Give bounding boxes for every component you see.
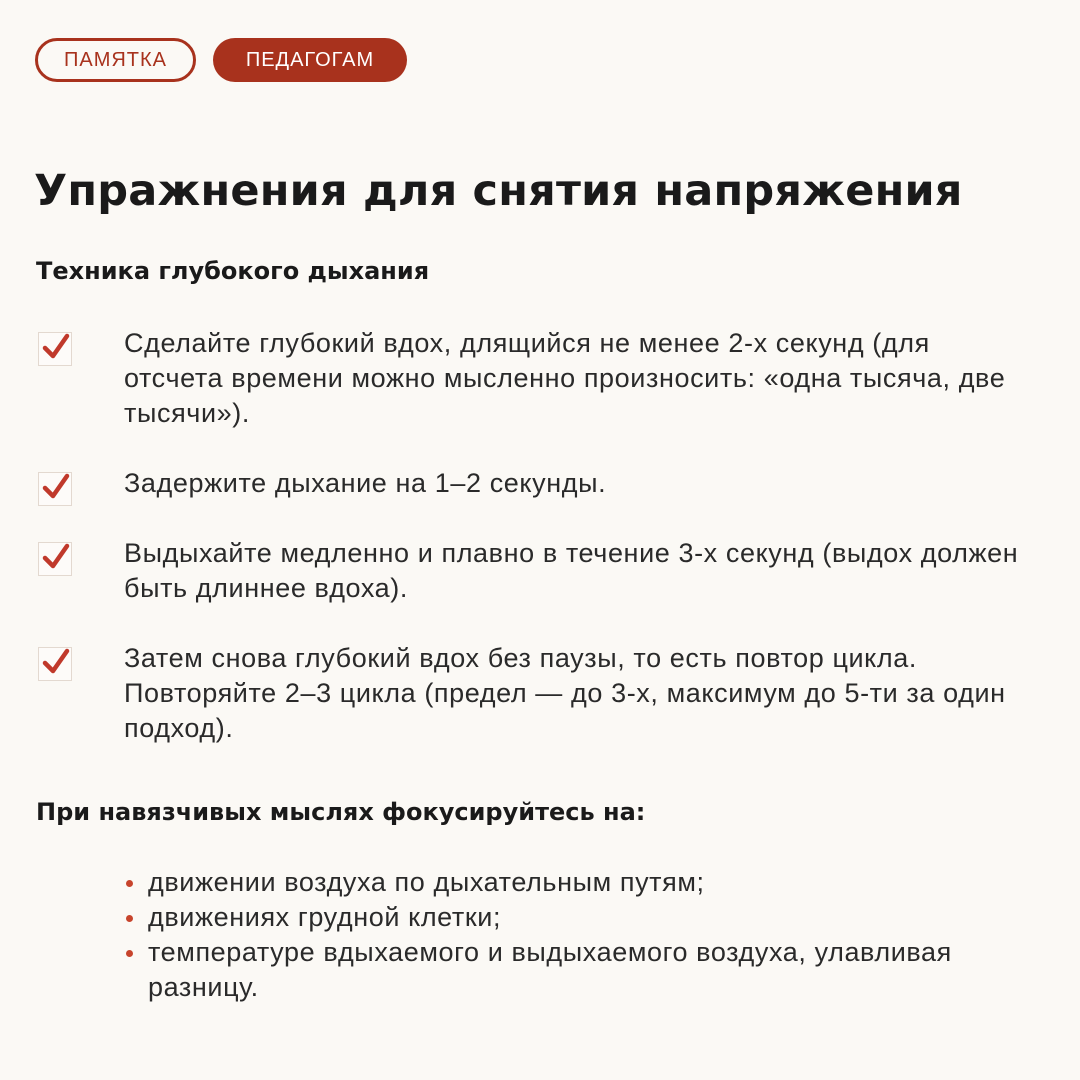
- checkmark-icon: [38, 647, 72, 681]
- focus-heading: При навязчивых мыслях фокусируйтесь на:: [36, 798, 646, 826]
- bullet-dot-icon: [126, 915, 133, 922]
- list-item-text: движении воздуха по дыхательным путям;: [148, 867, 705, 897]
- breathing-heading: Техника глубокого дыхания: [36, 257, 430, 285]
- list-item: [124, 900, 1024, 935]
- checklist-item-text: Затем снова глубокий вдох без паузы, то есть повтор цикла. Повторяйте 2–3 цикла (предел — до 3-х, максимум до 5-ти за один подход).: [124, 643, 1006, 743]
- checkmark-icon: [38, 472, 72, 506]
- checklist-item-text: Задержите дыхание на 1–2 секунды.: [124, 468, 607, 498]
- tag-teachers: ПЕДАГОГАМ: [213, 38, 407, 82]
- checkmark-icon: [38, 332, 72, 366]
- list-item-text: температуре вдыхаемого и выдыхаемого воздуха, улавливая разницу.: [148, 937, 952, 1002]
- bullet-dot-icon: [126, 880, 133, 887]
- focus-list: [124, 865, 1024, 1005]
- tag-memo: ПАМЯТКА: [35, 38, 196, 82]
- checkmark-icon: [38, 542, 72, 576]
- list-item-text: движениях грудной клетки;: [148, 902, 502, 932]
- checklist-item-text: Сделайте глубокий вдох, длящийся не менее 2-х секунд (для отсчета времени можно мысленно произносить: «одна тысяча, две тысячи»).: [124, 328, 1006, 428]
- tag-group: [35, 38, 407, 82]
- bullet-dot-icon: [126, 950, 133, 957]
- list-item: [124, 865, 1024, 900]
- page-title: Упражнения для снятия напряжения: [34, 166, 963, 216]
- list-item: [124, 935, 1024, 1005]
- checklist-item-text: Выдыхайте медленно и плавно в течение 3-х секунд (выдох должен быть длиннее вдоха).: [124, 538, 1019, 603]
